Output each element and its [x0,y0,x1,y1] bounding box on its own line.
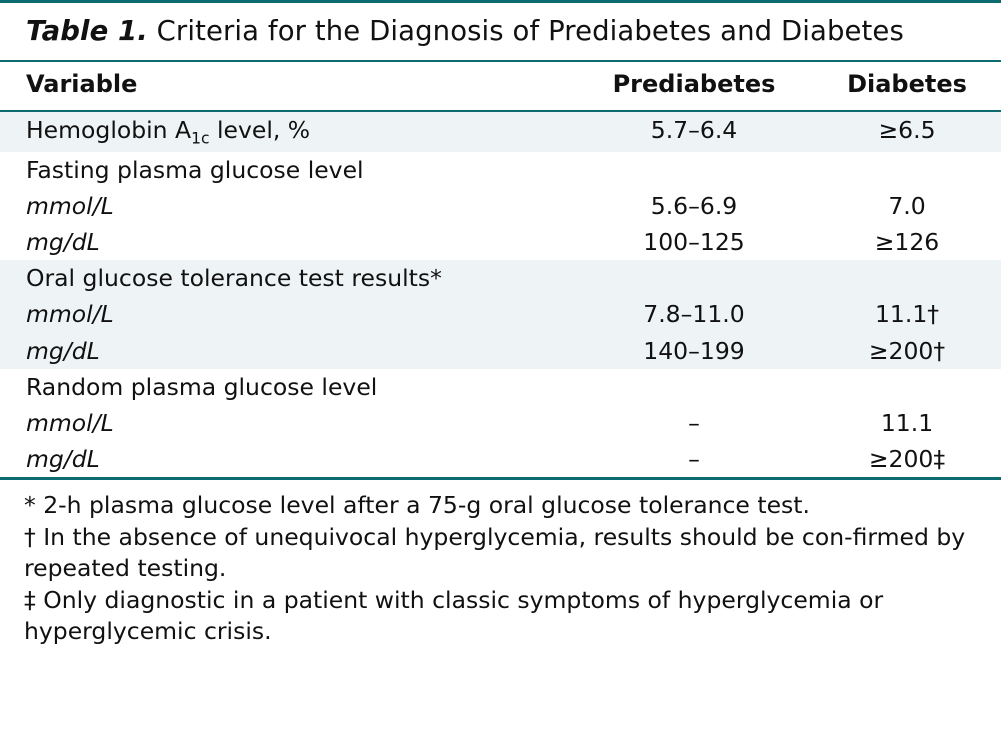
criteria-table-body [0,112,1001,477]
cell-diabetes: 11.1 [880,408,934,437]
row-label: Random plasma glucose level [26,372,378,401]
row-label-subscript: 1c [191,129,210,148]
table-row [0,296,1001,332]
row-label: mmol/L [26,408,114,437]
table-label: Table 1. [26,15,148,47]
table-footnotes [0,480,1001,647]
cell-diabetes: ≥6.5 [813,112,1001,153]
column-header-variable: Variable [26,69,138,98]
table-row [0,369,1001,405]
cell-prediabetes: 140–199 [575,333,813,369]
cell-prediabetes: 100–125 [643,228,745,257]
table-row [0,188,1001,224]
row-label [0,112,575,153]
row-label: mg/dL [26,228,100,257]
row-label: Oral glucose tolerance test results* [0,260,575,296]
cell-diabetes: ≥200† [813,333,1001,369]
cell-prediabetes: 5.6–6.9 [650,192,738,221]
cell-prediabetes: – [688,444,700,473]
table-title [0,3,1001,60]
table-body [0,112,1001,477]
table-row [0,441,1001,477]
cell-diabetes: 11.1† [813,296,1001,332]
table-row [0,260,1001,296]
table-row [0,112,1001,153]
row-label: mmol/L [26,192,114,221]
criteria-table [0,62,1001,110]
column-header-diabetes: Diabetes [847,69,967,98]
cell-prediabetes: 7.8–11.0 [575,296,813,332]
cell-prediabetes: – [688,408,700,437]
table-header-row [0,62,1001,110]
footnote-dagger: † In the absence of unequivocal hyperglycemia, results should be con-firmed by repeated testing. [24,523,966,582]
table-row [0,333,1001,369]
cell-prediabetes: 5.7–6.4 [575,112,813,153]
cell-diabetes: 7.0 [888,192,926,221]
footnote-double-dagger: ‡ Only diagnostic in a patient with classic symptoms of hyperglycemia or hyperglycemic crisis. [24,586,884,645]
cell-diabetes [813,369,1001,405]
cell-diabetes [813,152,1001,188]
table-row [0,152,1001,188]
cell-prediabetes [575,152,813,188]
column-header-prediabetes: Prediabetes [612,69,776,98]
row-label: mmol/L [0,296,575,332]
cell-diabetes [813,260,1001,296]
table-title-text: Criteria for the Diagnosis of Prediabetes and Diabetes [156,15,904,47]
row-label: Fasting plasma glucose level [26,156,364,185]
table-row [0,224,1001,260]
table-row [0,405,1001,441]
cell-diabetes: ≥126 [874,228,940,257]
footnote-asterisk: * 2-h plasma glucose level after a 75-g oral glucose tolerance test. [24,490,810,519]
table-head [0,62,1001,110]
row-label-text-pre: Hemoglobin A [26,115,192,144]
row-label: mg/dL [0,333,575,369]
cell-diabetes: ≥200‡ [868,444,946,473]
cell-prediabetes [575,369,813,405]
cell-prediabetes [575,260,813,296]
row-label-text-post: level, % [209,115,311,144]
row-label: mg/dL [26,444,100,473]
